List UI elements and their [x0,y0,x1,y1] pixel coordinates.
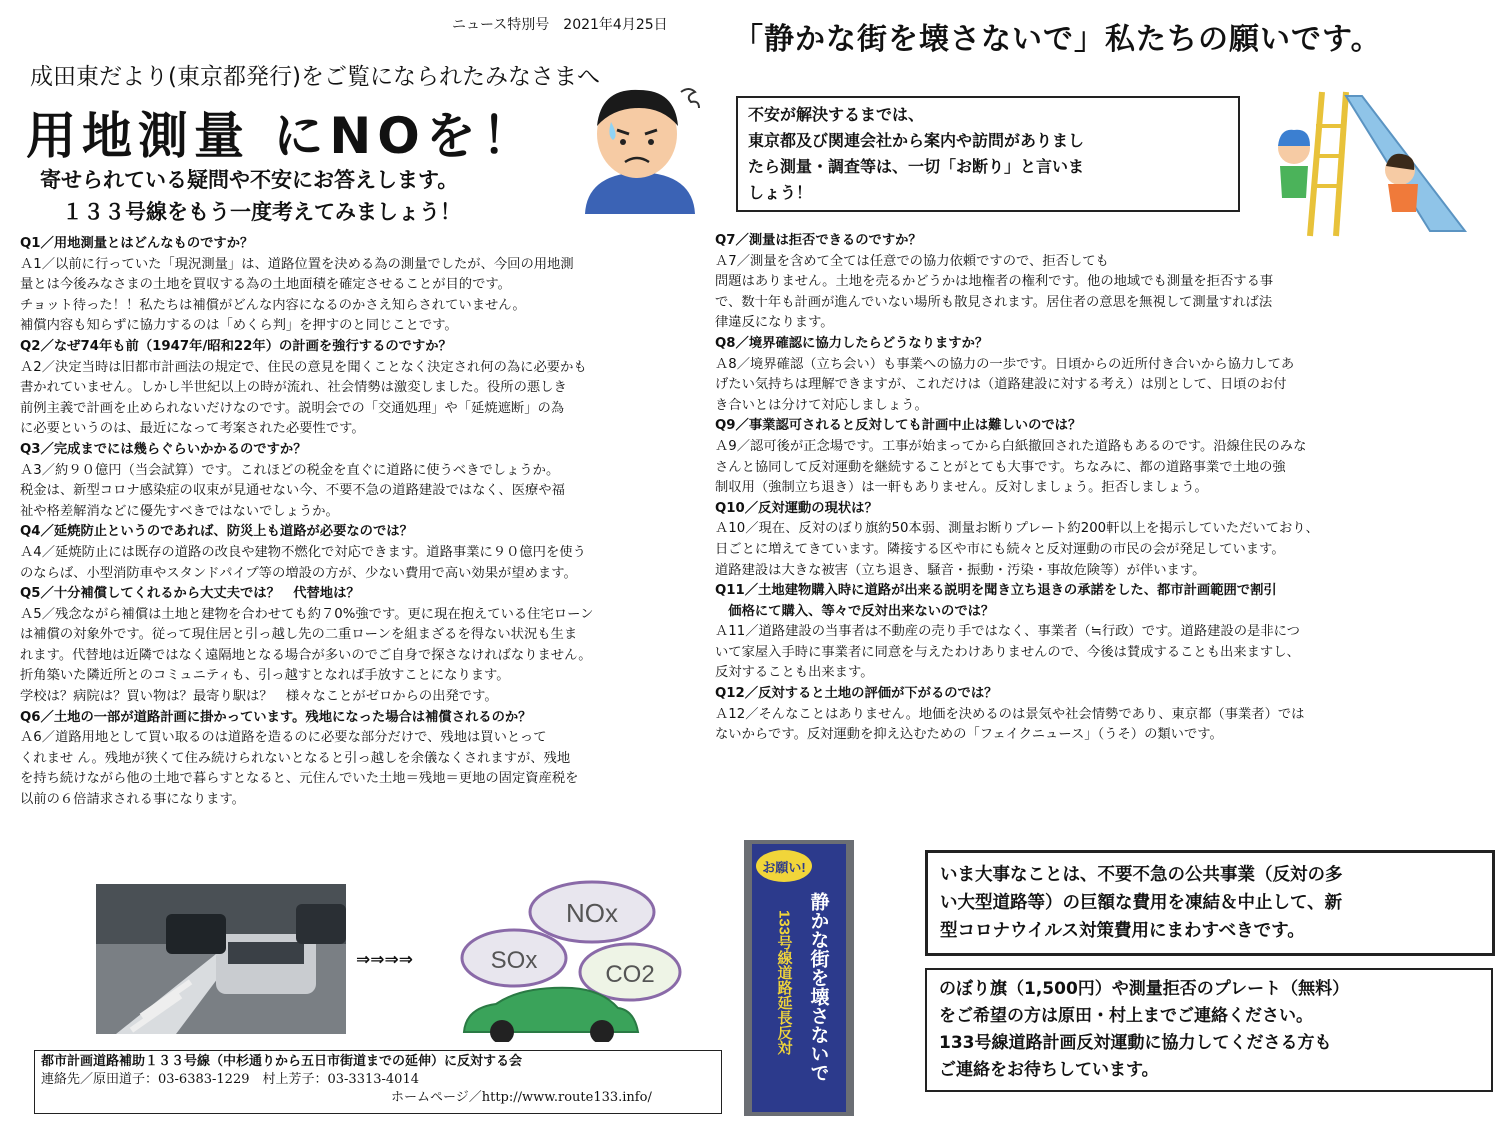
important-line: いま大事なことは、不要不急の公共事業（反対の多 [940,865,1343,885]
contact-info: 連絡先／原田道子：03-6383-1229 村上芳子：03-3313-4014 [41,1072,419,1087]
answer-line: を持ち続けながら他の土地で暮らすとなると、元住んでいた土地＝残地＝更地の固定資産税を [20,771,579,787]
question: Q10／反対運動の現状は？ [715,500,878,516]
answer-line: Ａ8／境界確認（立ち会い）も事業への協力の一歩です。日頃からの近所付き合いから協力してあ [715,356,1295,372]
protest-banner-photo [744,840,854,1116]
answer-line: 前例主義で計画を止められないだけなのです。説明会での「交通処理」や「延焼遮断」の為 [20,400,565,416]
answer-line: 学校は？病院は？買い物は？最寄り駅は？ 様々なことがゼロからの出発です。 [20,689,498,705]
question: Q1／用地測量とはどんなものですか？ [20,236,254,251]
answer-line: さんと協同して反対運動を継続することがとても大事です。ちなみに、都の道路事業で土地の強 [715,459,1286,475]
answer-line: で、数十年も計画が進んでいない場所も散見されます。居住者の意思を無視して測量すれば法 [715,294,1273,310]
important-line: 型コロナウイルス対策費用にまわすべきです。 [940,921,1305,941]
banner-sub-text: 133号線道路延長反対 [775,910,793,1056]
question: Q2／なぜ74年も前（1947年/昭和22年）の計画を強行するのですか？ [20,338,452,354]
organization-name: 都市計画道路補助１３３号線（中杉通りから五日市街道までの延伸）に反対する会 [41,1054,523,1069]
question: Q12／反対すると土地の評価が下がるのでは？ [715,686,998,702]
qa-item [20,708,710,811]
answer-line: Ａ11／道路建設の当事者は不動産の売り手ではなく、事業者（≒行政）です。道路建設の是非につ [715,624,1300,640]
answer-line: 量とは今後みなさまの土地を買収する為の土地面積を確定させることが目的です。 [20,277,511,293]
main-title: 用地測量 にNOを！ [26,107,538,165]
answer-line: 日ごとに増えてきています。隣接する区や市にも続々と反対運動の市民の会が発足しています。 [715,541,1285,557]
notice-line: 東京都及び関連会社から案内や訪問がありまし [748,131,1085,150]
question: Q11／土地建物購入時に道路が出来る説明を聞き立ち退きの承諾をした、都市計画範囲で割引 [715,583,1277,599]
answer-line: に必要というのは、最近になって考案された必要性です。 [20,421,365,437]
answer-line: 書かれていません。しかし半世紀以上の時が流れ、社会情勢は激変しました。役所の悪しき [20,380,567,396]
answer-line: は補償の対象外です。従って現住居と引っ越し先の二重ローンを組まざるを得ない状況も生ま [20,627,578,643]
answer-line: げたい気持ちは理解できますが、これだけは（道路建設に対する考え）は別として、日頃のお付 [715,377,1287,393]
flag-line: のぼり旗（1,500円）や測量拒否のプレート（無料） [939,979,1350,999]
answer-line: 道路建設は大きな被害（立ち退き、騒音・振動・汚染・事故危険等）が伴います。 [715,562,1206,578]
answer-line: 祉や格差解消などに優先すべきではないでしょうか。 [20,503,339,519]
answer-line: Ａ10／現在、反対のぼり旗約50本弱、測量お断りプレート約200軒以上を掲示していただいており、 [715,521,1319,537]
answer-line: 律違反になります。 [715,315,834,331]
question: Q9／事業認可されると反対しても計画中止は難しいのでは？ [715,418,1082,434]
question: Q5／十分補償してくれるから大丈夫では？ 代替地は？ [20,586,360,602]
answer-line: チョット待った！！私たちは補償がどんな内容になるのかさえ知らされていません。 [20,297,526,313]
qa-item [715,499,1475,581]
flag-line: ご連絡をお待ちしています。 [939,1060,1159,1080]
pollution-car-illustration [452,872,692,1042]
answer-line: Ａ9／認可後が正念場です。工事が始まってから白紙撤回された道路もあるのです。沿線住民のみな [715,438,1307,454]
question: Q4／延焼防止というのであれば、防災上も道路が必要なのでは？ [20,524,413,540]
answer-line: いて家屋入手時に事業者に同意を与えたわけありませんので、今後は賛成することも出来ますし、 [715,644,1300,660]
sox-label: SOx [490,947,538,974]
answer-line: ないからです。反対運動を抑え込むための「フェイクニュース」（うそ）の類いです。 [715,727,1223,743]
qa-item [715,581,1475,684]
question: Q6／土地の一部が道路計画に掛かっています。残地になった場合は補償されるのか？ [20,709,532,725]
flag-line: をご希望の方は原田・村上までご連絡ください。 [939,1006,1313,1026]
answer-line: 反対することも出来ます。 [715,665,874,681]
answer-line: Ａ3／約９０億円（当会試算）です。これほどの税金を直ぐに道路に使うべきでしょうか。 [20,462,560,478]
organization-footer [34,1050,722,1114]
lead-line-1: 寄せられている疑問や不安にお答えします。 [40,168,459,192]
notice-line: たら測量・調査等は、一切「お断り」と言いま [748,157,1085,176]
website-link[interactable]: ホームページ／http://www.route133.info/ [391,1090,652,1105]
banner-tag: お願い! [762,860,806,875]
important-line: い大型道路等）の巨額な費用を凍結＆中止して、新 [940,893,1343,913]
important-message-box [925,850,1495,956]
qa-item [715,231,1475,334]
qa-item [20,440,710,522]
qa-item [20,584,710,708]
worried-person-illustration [575,82,705,214]
answer-line: 問題はありません。土地を売るかどうかは地権者の権利です。他の地域でも測量を拒否する事 [715,274,1274,290]
question: Q7／測量は拒否できるのですか？ [715,233,922,248]
subtitle: 成田東だより(東京都発行)をご覧になられたみなさまへ [30,64,600,90]
qa-item [20,337,710,440]
issue-date: ニュース特別号 2021年4月25日 [452,17,668,33]
answer-line: のならば、小型消防車やスタンドパイプ等の増設の方が、少ない費用で高い効果が望めます。 [20,565,577,581]
answer-line: Ａ5／残念ながら補償は土地と建物を合わせても約７0%強です。更に現在抱えている住宅ローン [20,606,594,622]
qa-item [20,522,710,584]
answer-line: Ａ7／測量を含めて全ては任意での協力依頼ですので、拒否しても [715,253,1109,269]
qa-left-column [20,234,710,811]
qa-item [715,334,1475,416]
answer-line: 税金は、新型コロナ感染症の収束が見通せない今、不要不急の道路建設ではなく、医療や福 [20,483,565,499]
answer-line: くれませ ん。残地が狭くて住み続けられないとなると引っ越しを余儀なくされますが、残地 [20,750,571,766]
answer-line: 折角築いた隣近所とのコミュニティも、引っ越すとなれば手放すことになります。 [20,668,510,684]
answer-line: れます。代替地は近隣ではなく遠隔地となる場合が多いのでご自身で探さなければなりません。 [20,647,592,663]
headline-wish: 「静かな街を壊さないで」私たちの願いです。 [733,22,1382,57]
answer-line: Ａ4／延焼防止には既存の道路の改良や建物不燃化で対応できます。道路事業に９０億円を使う [20,544,586,560]
question: Q3／完成までには幾らぐらいかかるのですか？ [20,441,307,457]
qa-item [20,234,710,337]
answer-line: 以前の６倍請求される事になります。 [20,792,245,808]
notice-line: 不安が解決するまでは、 [748,105,925,124]
qa-item [715,684,1475,746]
flag-request-box [925,968,1493,1092]
flag-line: 133号線道路計画反対運動に協力してくださる方も [939,1033,1332,1053]
children-slide-illustration [1250,86,1470,238]
qa-right-column [715,231,1475,746]
question-continuation: 価格にて購入、等々で反対出来ないのでは？ [715,603,995,619]
nox-label: NOx [566,898,618,928]
banner-main-text: 静かな街を壊さないで [807,892,829,1082]
notice-line: しょう！ [748,183,813,202]
qa-item [715,416,1475,498]
lead-line-2: １３３号線をもう一度考えてみましょう！ [62,200,461,224]
question: Q8／境界確認に協力したらどうなりますか？ [715,335,989,351]
answer-line: Ａ1／以前に行っていた「現況測量」は、道路位置を決める為の測量でしたが、今回の用地測 [20,256,574,272]
refusal-notice-box [736,96,1240,212]
answer-line: Ａ12／そんなことはありません。地価を決めるのは景気や社会情勢であり、東京都（事業者）では [715,706,1305,722]
traffic-photo [96,884,346,1034]
answer-line: Ａ6／道路用地として買い取るのは道路を造るのに必要な部分だけで、残地は買いとって [20,730,547,746]
answer-line: き合いとは分けて対応しましょう。 [715,397,928,413]
answer-line: Ａ2／決定当時は旧都市計画法の規定で、住民の意見を聞くことなく決定され何の為に必要かも [20,359,587,375]
arrow-sequence: ⇒⇒⇒⇒ [356,950,413,970]
co2-label: CO2 [605,961,655,988]
answer-line: 制収用（強制立ち退き）は一軒もありません。反対しましょう。拒否しましょう。 [715,480,1208,496]
answer-line: 補償内容も知らずに協力するのは「めくら判」を押すのと同じことです。 [20,318,458,334]
